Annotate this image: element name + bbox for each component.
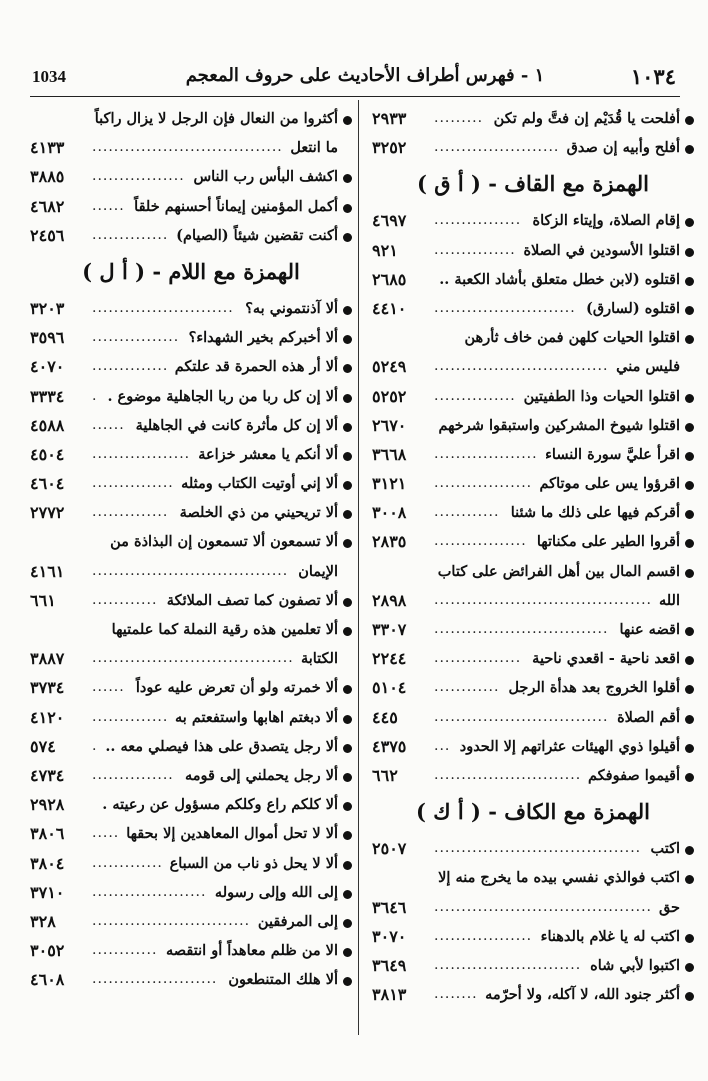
dot-leader: ...... bbox=[92, 416, 125, 433]
hadith-number: ٦٦٢ bbox=[372, 765, 398, 785]
page-title: ١ - فهرس أطراف الأحاديث على حروف المعجم bbox=[185, 65, 545, 86]
index-entry bbox=[372, 104, 694, 133]
bullet-icon bbox=[343, 539, 352, 548]
dot-leader: ........................... bbox=[434, 766, 582, 783]
entry-continuation: الكتابة bbox=[300, 650, 338, 668]
hadith-number: ٤١٦١ bbox=[30, 561, 65, 581]
entry-continuation-line bbox=[30, 557, 338, 586]
entry-text: ألا إن كل ربا من ربا الجاهلية موضوع . bbox=[107, 387, 338, 405]
dot-leader: ...... bbox=[92, 197, 125, 214]
hadith-number: ٤٦٠٤ bbox=[30, 474, 65, 494]
entry-text: اقسم المال بين أهل الفرائض على كتاب bbox=[437, 562, 680, 580]
dot-leader: . bbox=[92, 387, 98, 404]
dot-leader: ............... bbox=[434, 241, 516, 258]
index-entry bbox=[372, 133, 694, 162]
dot-leader: ...... bbox=[92, 679, 125, 696]
dot-leader: ........................... bbox=[434, 956, 582, 973]
index-entry bbox=[30, 440, 352, 469]
hadith-number: ٤٦٨٢ bbox=[30, 196, 65, 216]
entry-text: اكتبوا لأبي شاه bbox=[590, 956, 680, 974]
dot-leader: ....................... bbox=[92, 971, 218, 988]
bullet-icon bbox=[685, 934, 694, 943]
dot-leader: .............. bbox=[92, 358, 169, 375]
dot-leader: ................................ bbox=[434, 708, 609, 725]
index-entry bbox=[372, 615, 694, 644]
bullet-icon bbox=[685, 394, 694, 403]
dot-leader: ..................... bbox=[92, 883, 207, 900]
bullet-icon bbox=[685, 145, 694, 154]
index-entry bbox=[372, 732, 694, 761]
bullet-icon bbox=[343, 744, 352, 753]
entry-continuation: الله bbox=[658, 591, 680, 609]
index-entry bbox=[30, 673, 352, 702]
index-entry bbox=[372, 834, 694, 863]
entry-text: اقعد ناحية - اقعدي ناحية bbox=[532, 650, 680, 668]
dot-leader: ................................... bbox=[92, 139, 283, 156]
bullet-icon bbox=[343, 233, 352, 242]
hadith-number: ٤٠٧٠ bbox=[30, 357, 65, 377]
entry-text: اقتلوا الأسودين في الصلاة bbox=[523, 241, 680, 259]
entry-text: أقركم فيها على ذلك ما شئنا bbox=[510, 504, 680, 522]
entry-text: اقتلوا الحيات وذا الطفيتين bbox=[523, 387, 680, 405]
entry-text: ألا كلكم راع وكلكم مسؤول عن رعيته . bbox=[102, 796, 338, 814]
entry-text: أكثروا من النعال فإن الرجل لا يزال راكباً bbox=[94, 110, 338, 127]
entry-text: الا من ظلم معاهداً أو انتقصه bbox=[166, 942, 338, 960]
dot-leader: ................ bbox=[434, 212, 522, 229]
hadith-number: ٣٣٣٤ bbox=[30, 386, 65, 406]
entry-text: ألا أنكم يا معشر خزاعة bbox=[198, 445, 338, 463]
entry-continuation: حق bbox=[658, 898, 680, 916]
entry-text: أقيلوا ذوي الهيئات عثراتهم إلا الحدود bbox=[459, 737, 680, 755]
dot-leader: ...................................... bbox=[434, 840, 642, 857]
bullet-icon bbox=[685, 423, 694, 432]
bullet-icon bbox=[343, 174, 352, 183]
dot-leader: ................................ bbox=[434, 621, 609, 638]
entry-text: إقام الصلاة، وإيتاء الزكاة bbox=[532, 212, 680, 230]
index-entry bbox=[30, 703, 352, 732]
entry-text: أكثر جنود الله، لا آكله، ولا أحرّمه bbox=[485, 986, 680, 1004]
entry-text: ألا تعلمين هذه رقية النملة كما علمتيها bbox=[111, 621, 338, 639]
column-divider bbox=[358, 100, 359, 1035]
bullet-icon bbox=[343, 116, 352, 125]
entry-text: ألا أخبركم بخير الشهداء؟ bbox=[188, 329, 338, 347]
dot-leader: ............ bbox=[434, 504, 500, 521]
hadith-number: ٤٥٨٨ bbox=[30, 415, 65, 435]
index-entry bbox=[372, 703, 694, 732]
entry-text: ألا رجل يحملني إلى قومه bbox=[185, 766, 338, 784]
entry-text: ألا تسمعون ألا تسمعون إن البذاذة من bbox=[110, 533, 338, 551]
entry-continuation-line bbox=[30, 133, 338, 162]
entry-text: ألا تصفون كما تصف الملائكة bbox=[166, 591, 338, 609]
hadith-number: ٤٣٧٥ bbox=[372, 736, 407, 756]
index-entry bbox=[372, 557, 694, 615]
bullet-icon bbox=[685, 510, 694, 519]
index-entry bbox=[30, 221, 352, 250]
dot-leader: .............. bbox=[92, 226, 169, 243]
index-entry bbox=[30, 352, 352, 381]
entry-text: أقروا الطير على مكناتها bbox=[536, 533, 680, 551]
hadith-number: ٢٨٩٨ bbox=[372, 590, 407, 610]
entry-text: ألا خمرته ولو أن تعرض عليه عوداً bbox=[135, 679, 338, 697]
hadith-number: ٢٩٣٣ bbox=[372, 109, 407, 128]
index-entry bbox=[30, 936, 352, 965]
hadith-number: ٣٧٣٤ bbox=[30, 678, 65, 698]
dot-leader: .............. bbox=[92, 708, 169, 725]
hadith-number: ٣١٢١ bbox=[372, 474, 407, 494]
bullet-icon bbox=[685, 335, 694, 344]
hadith-number: ٣٨٨٧ bbox=[30, 649, 65, 669]
hadith-number: ٤٧٣٤ bbox=[30, 765, 65, 785]
hadith-number: ٢٦٨٥ bbox=[372, 269, 407, 289]
hadith-number: ٣٣٠٧ bbox=[372, 620, 407, 640]
index-entry bbox=[30, 527, 352, 585]
bullet-icon bbox=[343, 831, 352, 840]
bullet-icon bbox=[685, 715, 694, 724]
entry-continuation-line bbox=[372, 586, 680, 615]
entry-continuation-line bbox=[372, 352, 680, 381]
index-entry bbox=[372, 644, 694, 673]
hadith-number: ٣٥٩٦ bbox=[30, 328, 65, 348]
index-entry bbox=[30, 790, 352, 819]
dot-leader: .......................... bbox=[434, 299, 576, 316]
dot-leader: ............................. bbox=[92, 912, 251, 929]
hadith-number: ٤٦٩٧ bbox=[372, 211, 407, 231]
dot-leader: .............. bbox=[92, 504, 169, 521]
hadith-number: ٣٢٥٢ bbox=[372, 138, 407, 158]
bullet-icon bbox=[685, 277, 694, 286]
bullet-icon bbox=[685, 963, 694, 972]
index-entry bbox=[30, 878, 352, 907]
dot-leader: ................... bbox=[434, 445, 538, 462]
entry-text: ألا إني أوتيت الكتاب ومثله bbox=[181, 475, 338, 493]
hadith-number: ٤٤٥ bbox=[372, 707, 398, 727]
index-entry bbox=[372, 922, 694, 951]
left-column bbox=[30, 104, 352, 994]
entry-text: أكمل المؤمنين إيماناً أحسنهم خلقاً bbox=[134, 197, 338, 215]
entry-text: ألا لا يحل ذو ناب من السباع bbox=[169, 854, 338, 872]
dot-leader: ............... bbox=[434, 387, 516, 404]
bullet-icon bbox=[685, 627, 694, 636]
dot-leader: ............. bbox=[92, 854, 163, 871]
dot-leader: ....................... bbox=[434, 139, 560, 156]
index-entry bbox=[30, 411, 352, 440]
hadith-number: ٣٨٠٤ bbox=[30, 853, 65, 873]
hadith-number: ٣٠٧٠ bbox=[372, 926, 407, 946]
bullet-icon bbox=[685, 992, 694, 1001]
bullet-icon bbox=[685, 539, 694, 548]
bullet-icon bbox=[685, 656, 694, 665]
page-header bbox=[30, 56, 680, 97]
entry-text: أكنت تقضين شيئاً (الصيام) bbox=[176, 226, 338, 244]
entry-continuation: فليس مني bbox=[616, 358, 680, 376]
section-heading: الهمزة مع القاف - ( أ ق ) bbox=[417, 171, 649, 197]
page-number-arabic: ١٠٣٤ bbox=[630, 64, 676, 89]
index-entry bbox=[372, 206, 694, 235]
entry-text: أفلح وأبيه إن صدق bbox=[566, 139, 680, 157]
bullet-icon bbox=[343, 715, 352, 724]
dot-leader: ................ bbox=[92, 329, 180, 346]
hadith-number: ٦٦١ bbox=[30, 590, 56, 610]
entry-text: اكتب فوالذي نفسي بيده ما يخرج منه إلا bbox=[438, 869, 680, 887]
entry-continuation: ما انتعل bbox=[290, 139, 338, 157]
entry-text: ألا دبغتم اهابها واستفعتم به bbox=[175, 708, 338, 726]
index-entry bbox=[372, 411, 694, 440]
hadith-number: ٥٢٤٩ bbox=[372, 357, 407, 377]
dot-leader: ............ bbox=[92, 942, 158, 959]
bullet-icon bbox=[343, 510, 352, 519]
index-entry bbox=[372, 265, 694, 294]
index-entry bbox=[372, 527, 694, 556]
dot-leader: .......................... bbox=[92, 299, 234, 316]
entry-text: اقتلوا الحيات كلهن فمن خاف ثأرهن bbox=[464, 329, 680, 347]
hadith-number: ٢٥٠٧ bbox=[372, 839, 407, 859]
bullet-icon bbox=[685, 116, 694, 125]
hadith-number: ٤٥٠٤ bbox=[30, 444, 65, 464]
index-entry bbox=[30, 761, 352, 790]
bullet-icon bbox=[685, 846, 694, 855]
index-entry bbox=[30, 849, 352, 878]
bullet-icon bbox=[343, 861, 352, 870]
hadith-number: ٤١٢٠ bbox=[30, 707, 65, 727]
index-entry bbox=[372, 498, 694, 527]
entry-text: اكتب له يا غلام بالدهناء bbox=[540, 927, 680, 945]
hadith-number: ٥١٠٤ bbox=[372, 678, 407, 698]
bullet-icon bbox=[343, 890, 352, 899]
bullet-icon bbox=[343, 423, 352, 432]
index-entry bbox=[30, 192, 352, 221]
entry-text: إلى الله وإلى رسوله bbox=[214, 883, 338, 901]
entry-text: أقم الصلاة bbox=[617, 708, 680, 726]
entry-continuation: الإيمان bbox=[298, 562, 338, 580]
index-entry bbox=[372, 980, 694, 1009]
hadith-number: ٤٦٠٨ bbox=[30, 970, 65, 990]
entry-text: اقضه عنها bbox=[619, 621, 680, 639]
entry-text: ألا آذنتموني به؟ bbox=[245, 299, 338, 317]
dot-leader: ................ bbox=[434, 650, 522, 667]
dot-leader: ..................................... bbox=[92, 650, 294, 667]
bullet-icon bbox=[343, 204, 352, 213]
right-column bbox=[372, 104, 694, 1009]
entry-text: إلى المرفقين bbox=[257, 912, 338, 930]
index-entry bbox=[30, 965, 352, 994]
index-entry bbox=[372, 323, 694, 381]
bullet-icon bbox=[343, 977, 352, 986]
index-entry bbox=[30, 907, 352, 936]
bullet-icon bbox=[343, 685, 352, 694]
bullet-icon bbox=[685, 306, 694, 315]
index-entry bbox=[372, 673, 694, 702]
index-entry bbox=[372, 236, 694, 265]
dot-leader: ................. bbox=[92, 168, 185, 185]
bullet-icon bbox=[343, 627, 352, 636]
dot-leader: .................................... bbox=[92, 562, 289, 579]
bullet-icon bbox=[343, 452, 352, 461]
index-entry bbox=[30, 819, 352, 848]
index-entry bbox=[30, 104, 352, 162]
dot-leader: ........................................ bbox=[434, 591, 653, 608]
dot-leader: ................................ bbox=[434, 358, 609, 375]
bullet-icon bbox=[343, 364, 352, 373]
bullet-icon bbox=[343, 773, 352, 782]
hadith-number: ٣٠٥٢ bbox=[30, 941, 65, 961]
index-entry bbox=[372, 382, 694, 411]
hadith-number: ٣٧١٠ bbox=[30, 882, 65, 902]
dot-leader: ........ bbox=[434, 986, 478, 1003]
hadith-number: ٩٢١ bbox=[372, 240, 398, 260]
entry-text: اقتلوه (لسارق) bbox=[585, 299, 680, 317]
bullet-icon bbox=[685, 685, 694, 694]
entry-text: ألا إن كل مأثرة كانت في الجاهلية bbox=[135, 416, 338, 434]
hadith-number: ٢٨٣٥ bbox=[372, 532, 407, 552]
dot-leader: ................. bbox=[434, 533, 527, 550]
hadith-number: ٥٢٥٢ bbox=[372, 386, 407, 406]
hadith-number: ٥٧٤ bbox=[30, 736, 56, 756]
index-entry bbox=[30, 615, 352, 673]
index-entry bbox=[30, 732, 352, 761]
bullet-icon bbox=[685, 248, 694, 257]
entry-text: أقلوا الخروج بعد هدأة الرجل bbox=[508, 679, 680, 697]
index-entry bbox=[30, 323, 352, 352]
section-heading: الهمزة مع اللام - ( أ ل ) bbox=[82, 258, 300, 284]
hadith-number: ٣٨١٣ bbox=[372, 985, 407, 1005]
index-entry bbox=[30, 586, 352, 615]
dot-leader: ............... bbox=[92, 766, 174, 783]
hadith-number: ٣٦٦٨ bbox=[372, 444, 407, 464]
bullet-icon bbox=[343, 335, 352, 344]
bullet-icon bbox=[685, 773, 694, 782]
bullet-icon bbox=[343, 394, 352, 403]
entry-text: اقرأ عليَّ سورة النساء bbox=[545, 445, 680, 463]
index-entry bbox=[372, 294, 694, 323]
index-entry bbox=[372, 469, 694, 498]
entry-text: ألا أر هذه الحمرة قد علتكم bbox=[174, 358, 338, 376]
entry-text: اكشف البأس رب الناس bbox=[193, 168, 338, 186]
hadith-number: ٢٩٢٨ bbox=[30, 795, 65, 815]
dot-leader: ............... bbox=[92, 475, 174, 492]
entry-text: ألا تريحيني من ذي الخلصة bbox=[179, 504, 338, 522]
entry-text: ألا هلك المتنطعون bbox=[228, 971, 338, 989]
bullet-icon bbox=[685, 569, 694, 578]
section-heading: الهمزة مع الكاف - ( أ ك ) bbox=[416, 799, 650, 825]
entry-text: اكتب bbox=[650, 840, 680, 858]
dot-leader: .................. bbox=[434, 927, 533, 944]
dot-leader: ... bbox=[434, 737, 451, 754]
index-entry bbox=[30, 469, 352, 498]
bullet-icon bbox=[685, 452, 694, 461]
hadith-number: ٣٨٠٦ bbox=[30, 824, 65, 844]
entry-continuation-line bbox=[372, 893, 680, 922]
hadith-number: ٤٤١٠ bbox=[372, 298, 407, 318]
bullet-icon bbox=[685, 875, 694, 884]
dot-leader: .................. bbox=[434, 475, 533, 492]
hadith-number: ٢٤٥٦ bbox=[30, 225, 65, 245]
dot-leader: ........................................ bbox=[434, 898, 653, 915]
hadith-number: ٣٠٠٨ bbox=[372, 503, 407, 523]
dot-leader: ............ bbox=[92, 591, 158, 608]
index-entry bbox=[30, 294, 352, 323]
hadith-number: ٢٧٧٢ bbox=[30, 503, 65, 523]
bullet-icon bbox=[343, 598, 352, 607]
entry-text: ألا رجل يتصدق على هذا فيصلي معه .. bbox=[105, 737, 338, 755]
entry-text: اقتلوا شيوخ المشركين واستبقوا شرخهم bbox=[438, 416, 680, 434]
entry-text: أفلحت يا قُدَيْم إن فتَّ ولم تكن bbox=[493, 110, 680, 127]
bullet-icon bbox=[343, 306, 352, 315]
dot-leader: ..... bbox=[92, 825, 120, 842]
index-entry bbox=[372, 440, 694, 469]
bullet-icon bbox=[343, 481, 352, 490]
hadith-number: ٣٢٠٣ bbox=[30, 298, 65, 318]
bullet-icon bbox=[685, 481, 694, 490]
entry-text: أقيموا صفوفكم bbox=[587, 766, 680, 784]
entry-continuation-line bbox=[30, 644, 338, 673]
dot-leader: . bbox=[92, 737, 98, 754]
bullet-icon bbox=[343, 948, 352, 957]
entry-text: اقرؤوا يس على موتاكم bbox=[539, 475, 680, 493]
entry-text: اقتلوه (لابن خطل متعلق بأشاد الكعبة .. bbox=[439, 270, 680, 288]
index-entry bbox=[30, 498, 352, 527]
bullet-icon bbox=[685, 218, 694, 227]
hadith-number: ٣٦٤٦ bbox=[372, 897, 407, 917]
hadith-number: ٢٢٤٤ bbox=[372, 649, 407, 669]
hadith-number: ٣٢٨ bbox=[30, 911, 56, 931]
index-entry bbox=[372, 951, 694, 980]
entry-text: ألا لا تحل أموال المعاهدين إلا بحقها bbox=[126, 825, 338, 843]
bullet-icon bbox=[685, 744, 694, 753]
hadith-number: ٣٦٤٩ bbox=[372, 955, 407, 975]
hadith-number: ٣٨٨٥ bbox=[30, 167, 65, 187]
hadith-number: ٢٦٧٠ bbox=[372, 415, 407, 435]
dot-leader: ......... bbox=[434, 110, 484, 126]
dot-leader: .................. bbox=[92, 445, 191, 462]
page-number-latin: 1034 bbox=[32, 67, 66, 86]
hadith-number: ٤١٣٣ bbox=[30, 138, 65, 158]
index-entry bbox=[372, 863, 694, 921]
bullet-icon bbox=[343, 802, 352, 811]
index-entry bbox=[30, 162, 352, 191]
bullet-icon bbox=[343, 919, 352, 928]
dot-leader: ............ bbox=[434, 679, 500, 696]
index-entry bbox=[372, 761, 694, 790]
index-entry bbox=[30, 382, 352, 411]
